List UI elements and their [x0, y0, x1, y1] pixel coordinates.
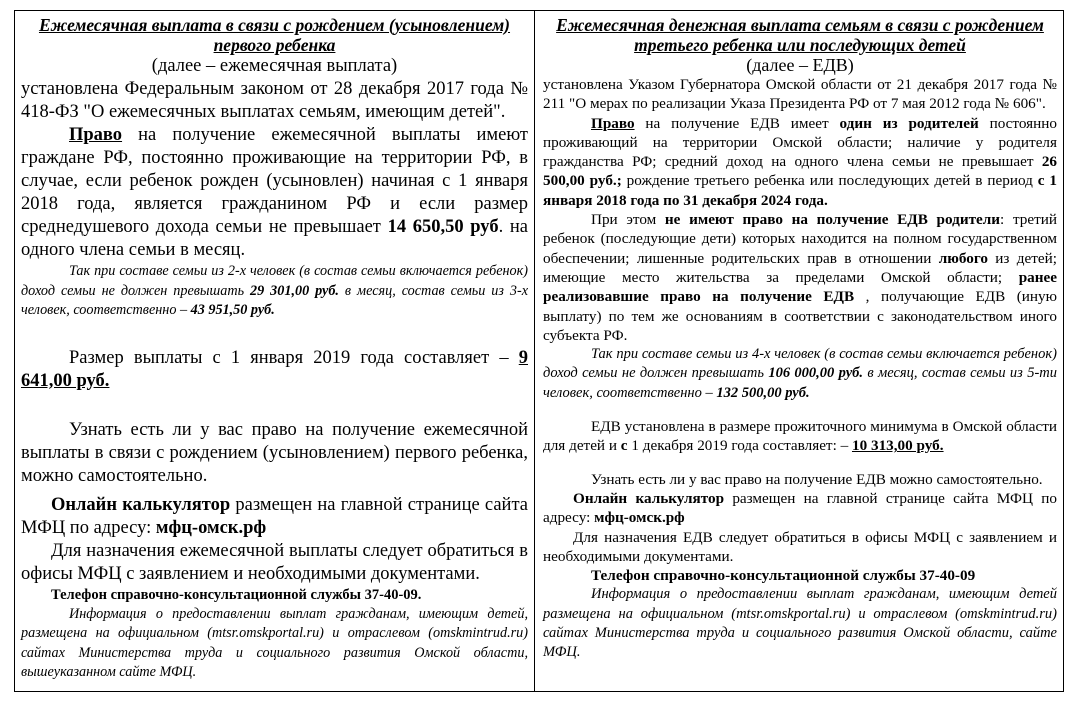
right-not-text-c: из детей; имеющие место жительства за пределами Омской области; [543, 249, 1057, 286]
right-law-text: установлена Указом Губернатора Омской области от 21 декабря 2017 года № 211 "О мерах по реализации Указа Президента РФ от 7 мая 2012 года № 606". [543, 76, 1057, 113]
left-amount-text: Размер выплаты с 1 января 2019 года составляет – [69, 347, 519, 368]
left-subtitle: (далее – ежемесячная выплата) [151, 56, 398, 76]
left-right-text: на получение ежемесячной выплаты имеют граждане РФ, постоянно проживающие на территории РФ, в случае, если ребенок рожден (усыновлен) начиная с 1 января 2018 года, является гражданином РФ и если размер среднедушевого дохода семьи не превышает [21, 125, 528, 237]
left-check-text: Узнать есть ли у вас право на получение ежемесячной выплаты в связи с рождением (усыновлением) первого ребенка, можно самостоятельно. [21, 419, 528, 486]
right-info: Информация о предоставлении выплат гражданам, имеющим детей размещена на официальном (mtsr.omskportal.ru) и отраслевом (omskmintrud.ru) сайтах Министерства труда и социального развития Омской области, сайте МФЦ. [543, 586, 1057, 661]
left-note-amount-1: 29 301,00 руб. [250, 282, 339, 299]
right-phone: Телефон справочно-консультационной службы 37-40-09 [591, 567, 976, 585]
right-apply-text: Для назначения ЕДВ следует обратиться в офисы МФЦ с заявлением и необходимыми документами. [543, 528, 1057, 565]
right-subtitle: (далее – ЕДВ) [746, 55, 854, 75]
right-edv-amount [543, 417, 1057, 456]
left-calc-text: размещен на главной странице сайта МФЦ по адресу: [21, 494, 528, 538]
left-calc-site: мфц-омск.рф [155, 517, 267, 538]
right-not-text-a: При этом [591, 211, 665, 229]
left-calculator [21, 494, 528, 540]
right-edv-value: 10 313,00 руб. [851, 437, 944, 455]
left-amount-value: 9 641,00 руб. [21, 347, 528, 391]
right-exclusions [543, 210, 1057, 345]
left-law-text: установлена Федеральным законом от 28 декабря 2017 года № 418-ФЗ "О ежемесячных выплатах семьям, имеющим детей". [21, 79, 528, 122]
right-check-text: Узнать есть ли у вас право на получение ЕДВ можно самостоятельно. [591, 470, 1043, 488]
right-eligibility [543, 114, 1057, 210]
left-income-note [21, 262, 528, 321]
left-amount [21, 347, 528, 393]
left-note-text-b: в месяц, состав семьи из 3-х человек, соответственно – [21, 282, 528, 318]
left-apply-text: Для назначения ежемесячной выплаты следует обратиться в офисы МФЦ с заявлением и необходимыми документами. [21, 540, 528, 584]
leaflet-page [14, 10, 1064, 692]
right-right-period: с 1 января 2018 года по 31 декабря 2024 года. [543, 172, 1057, 209]
right-edv-text-a: ЕДВ установлена в размере прожиточного минимума в Омской области для детей и [543, 418, 1057, 455]
right-right-amount: 26 500,00 руб.; [543, 153, 1057, 190]
right-calc-text: размещен на главной странице сайта МФЦ по адресу: [543, 489, 1057, 527]
right-calc-bold: Онлайн калькулятор [573, 489, 725, 507]
left-right-amount: 14 650,50 руб [387, 217, 499, 237]
right-edv-c: с [620, 437, 628, 455]
right-note-text-a: Так при составе семьи из 4-х человек (в состав семьи включается ребенок) доход семьи не должен превышать [543, 346, 1057, 382]
right-title: Ежемесячная денежная выплата семьям в связи с рождением третьего ребенка или последующих детей [556, 15, 1044, 55]
right-right-parent: один из родителей [839, 114, 979, 132]
right-column [535, 11, 1063, 691]
left-note-amount-2: 43 951,50 руб. [190, 302, 275, 318]
left-right-word: Право [69, 125, 123, 145]
left-note-text-a: Так при составе семьи из 2-х человек (в состав семьи включается ребенок) доход семьи не должен превышать [21, 263, 528, 299]
left-info: Информация о предоставлении выплат гражданам, имеющим детей, размещена на официальном (mtsr.omskportal.ru) и отраслевом (omskmintrud.ru) сайтах Министерства труда и социального развития Омской области, вышеуказанном сайте МФЦ. [21, 605, 528, 680]
left-title: Ежемесячная выплата в связи с рождением (усыновлением) первого ребенка [38, 15, 511, 55]
right-not-bold-2: ранее реализовавшие право на получение ЕДВ [543, 268, 1057, 306]
right-calc-site: мфц-омск.рф [594, 509, 685, 527]
right-edv-text-b: 1 декабря 2019 года составляет: – [627, 437, 852, 455]
left-column [15, 11, 535, 691]
right-note-amount-1: 106 000,00 руб. [768, 365, 863, 382]
right-right-text-c: рождение третьего ребенка или последующих детей в период [621, 172, 1038, 190]
left-calc-bold: Онлайн калькулятор [51, 494, 231, 515]
right-note-text-b: в месяц, состав семьи из 5-ти человек, соответственно – [543, 365, 1057, 401]
right-right-text-a: на получение ЕДВ имеет [634, 114, 840, 132]
right-right-word: Право [591, 114, 635, 132]
right-not-text-b: : третий ребенок (последующие дети) которых находится на полном государственном обеспечении; лишенные родительских прав в отношении [543, 211, 1057, 267]
right-income-note [543, 345, 1057, 403]
left-phone: Телефон справочно-консультационной службы 37-40-09. [51, 586, 422, 603]
left-right-tail: . на одного члена семьи в месяц. [21, 217, 528, 260]
right-note-amount-2: 132 500,00 руб. [716, 384, 810, 401]
right-calculator [543, 489, 1057, 528]
right-not-text-d: , получающие ЕДВ (иную выплату) по тем же основаниям в соответствии с законодательством иного субъекта РФ. [543, 288, 1057, 344]
left-eligibility [21, 124, 528, 262]
right-not-any: любого [938, 249, 988, 267]
right-not-bold: не имеют право на получение ЕДВ родители [664, 211, 1001, 229]
right-right-text-b: постоянно проживающий на территории Омской области; наличие у родителя гражданства РФ; средний доход на одного члена семьи не превышает [543, 114, 1057, 171]
